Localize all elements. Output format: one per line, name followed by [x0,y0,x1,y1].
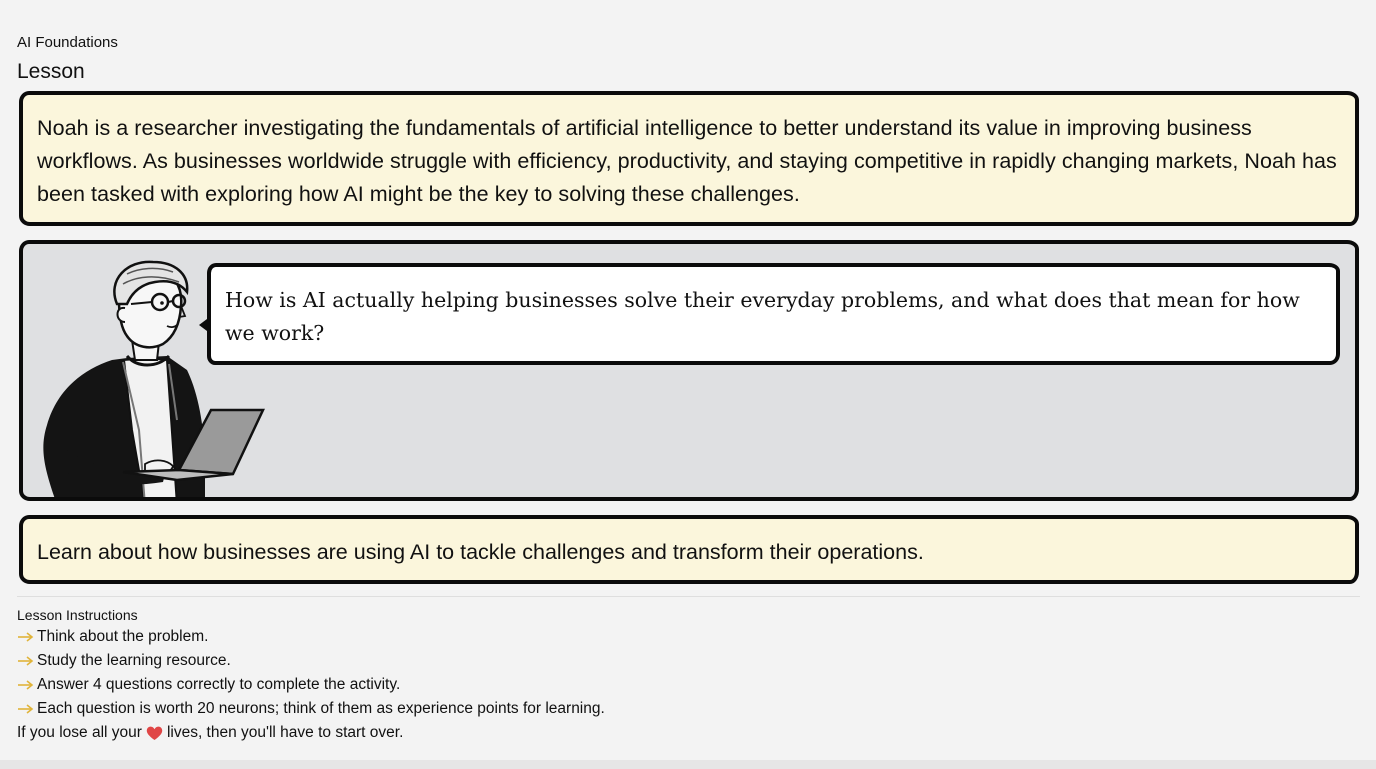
goal-panel [19,515,1359,584]
instruction-item [17,673,605,697]
speech-bubble-tail [199,316,211,334]
lives-text-after: lives, then you'll have to start over. [166,724,404,741]
scene-panel [19,240,1359,501]
lives-text-before: If you lose all your [17,724,142,741]
instruction-item [17,625,605,649]
goal-text: Learn about how businesses are using AI to tackle challenges and transform their operations. [37,540,924,564]
course-title: AI Foundations [17,34,118,51]
instruction-item [17,697,605,721]
arrow-right-icon [17,656,34,666]
intro-panel [19,91,1359,226]
heart-icon [146,726,163,741]
instructions-heading: Lesson Instructions [17,607,138,623]
instruction-text: Think about the problem. [37,628,209,645]
speech-bubble [207,263,1340,365]
intro-text: Noah is a researcher investigating the fundamentals of artificial intelligence to better understand its value in improving business workflows. As businesses worldwide struggle with efficiency, productivity, and staying competitive in rapidly changing markets, Noah has been tasked with exploring how AI might be the key to solving these challenges. [37,116,1337,206]
arrow-right-icon [17,680,34,690]
instruction-item [17,649,605,673]
arrow-right-icon [17,632,34,642]
instructions-list [17,625,605,721]
lives-note [17,721,403,745]
instruction-text: Study the learning resource. [37,652,231,669]
bottom-strip [0,760,1376,769]
instruction-text: Answer 4 questions correctly to complete the activity. [37,676,401,693]
page-title: Lesson [17,60,85,83]
arrow-right-icon [17,704,34,714]
instruction-text: Each question is worth 20 neurons; think of them as experience points for learning. [37,700,605,717]
divider [17,596,1360,597]
speech-text: How is AI actually helping businesses solve their everyday problems, and what does that mean for how we work? [225,288,1300,345]
